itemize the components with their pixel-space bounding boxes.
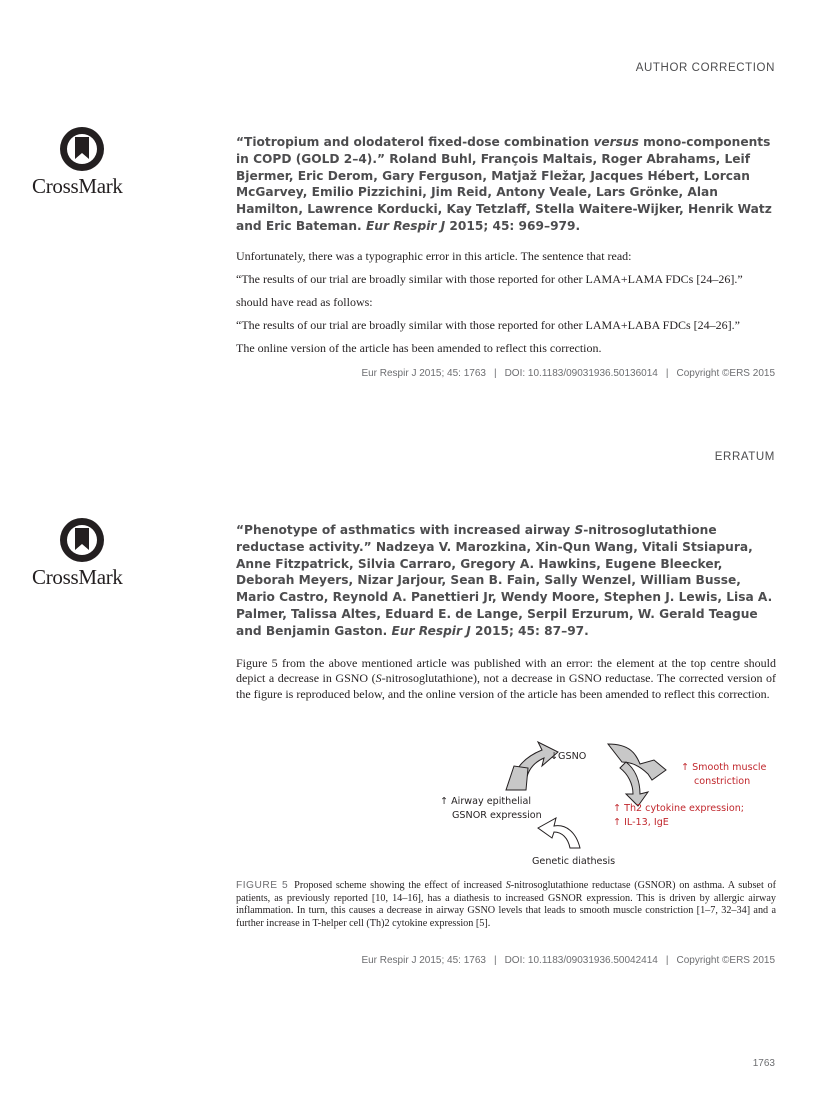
label-smooth-muscle-1: ↑ Smooth muscle [681, 762, 767, 773]
footer-doi[interactable]: DOI: 10.1183/09031936.50136014 [504, 368, 658, 379]
curved-arrow-left-body [506, 766, 528, 790]
correction-paragraph: “The results of our trial are broadly similar with those reported for other LAMA+LAMA FDCs [24–26].” [236, 272, 743, 286]
correction-paragraph: should have read as follows: [236, 295, 373, 309]
label-gsno: ↓GSNO [550, 751, 587, 762]
citation-author-correction[interactable] [236, 134, 776, 235]
crossmark-icon [59, 126, 105, 172]
erratum-paragraph-post: -nitrosoglutathione), not a decrease in GSNO reductase. The corrected version of the figure is reproduced below, and the online version of the article has been amended to reflect this correction. [236, 671, 776, 701]
citation-ref: 2015; 45: 969–979. [445, 218, 581, 233]
citation-title-em: S [574, 523, 584, 537]
caption-em: S [505, 880, 511, 891]
curved-arrow-bottom [538, 818, 580, 848]
page-number: 1763 [752, 1058, 775, 1069]
erratum-footer: Eur Respir J 2015; 45: 1763 | DOI: 10.1183/09031936.50042414 | Copyright ©ERS 2015 [361, 955, 775, 966]
caption-pre: Proposed scheme showing the effect of increased [294, 880, 506, 891]
citation-title-post: -nitrosoglutathione reductase activity.” Nadzeya V. Marozkina, Xin-Qun Wang, Vitali Stsiapura, Anne Fitzpatrick, Silvia Carraro, Gregory A. Hawkins, Eugene Bleecker, Deborah Meyers, Nizar Jarjour, Sean B. Fain, Sally Wenzel, William Busse, Mario Castro, Reynold A. Panettieri Jr, Wendy Moore, Stephen J. Lewis, Lisa A. Palmer, Talissa Altes, Eduard E. de Lange, Serpil Erzurum, W. Gerald Teague and Benjamin Gaston. [236, 523, 773, 638]
citation-title-post: mono-components in COPD (GOLD 2–4).” Roland Buhl, François Maltais, Roger Abrahams, Leif Bjermer, Eric Derom, Gary Ferguson, Matjaž Fležar, Jacques Hébert, Lorcan McGarvey, Emilio Pizzichini, Jim Reid, Antony Veale, Lars Grönke, Alan Hamilton, Lawrence Korducki, Kay Tetzlaff, Stella Waitere-Wijker, Henrik Watz and Eric Bateman. [236, 135, 772, 233]
citation-journal: Eur Respir J [365, 218, 446, 233]
footer-doi[interactable]: DOI: 10.1183/09031936.50042414 [504, 955, 658, 966]
crossmark-logo[interactable] [32, 517, 132, 590]
label-th2-1: ↑ Th2 cytokine expression; [613, 803, 745, 814]
citation-ref: 2015; 45: 87–97. [470, 623, 589, 638]
citation-title-pre: “Tiotropium and olodaterol fixed-dose combination [236, 135, 594, 149]
caption-label: FIGURE 5 [236, 880, 289, 891]
footer-copyright: Copyright ©ERS 2015 [676, 955, 775, 966]
crossmark-text: CrossMark [32, 565, 123, 589]
crossmark-logo[interactable] [32, 126, 132, 199]
crossmark-text: CrossMark [32, 174, 123, 198]
footer-journal: Eur Respir J 2015; 45: 1763 [361, 955, 486, 966]
crossmark-icon [59, 517, 105, 563]
footer-copyright: Copyright ©ERS 2015 [676, 368, 775, 379]
correction-footer: Eur Respir J 2015; 45: 1763 | DOI: 10.1183/09031936.50136014 | Copyright ©ERS 2015 [361, 368, 775, 379]
citation-erratum[interactable] [236, 522, 776, 640]
label-airway-1: ↑ Airway epithelial [440, 796, 531, 807]
label-airway-2: GSNOR expression [452, 810, 542, 821]
erratum-paragraph-pre: Figure 5 from the above mentioned article was published with an error: the element at the top centre should depict a decrease in GSNO ( [236, 656, 776, 686]
label-genetic: Genetic diathesis [532, 856, 616, 867]
correction-body [236, 249, 776, 364]
citation-title-pre: “Phenotype of asthmatics with increased airway [236, 523, 575, 537]
section-label-author-correction: AUTHOR CORRECTION [635, 62, 775, 74]
correction-paragraph: “The results of our trial are broadly similar with those reported for other LAMA+LABA FDCs [24–26].” [236, 318, 740, 332]
erratum-paragraph-em: S [375, 671, 382, 686]
citation-journal: Eur Respir J [391, 623, 471, 638]
footer-journal: Eur Respir J 2015; 45: 1763 [361, 368, 486, 379]
citation-title-em: versus [593, 135, 639, 149]
figure-5 [430, 740, 790, 870]
correction-paragraph: Unfortunately, there was a typographic error in this article. The sentence that read: [236, 249, 632, 263]
figure-caption [236, 880, 776, 930]
erratum-body [236, 656, 776, 702]
section-label-erratum: ERRATUM [714, 451, 775, 463]
label-th2-2: ↑ IL-13, IgE [613, 817, 669, 828]
caption-post: -nitrosoglutathione reductase (GSNOR) on asthma. A subset of patients, as previously reported [10, 14–16], has a diathesis to increased GSNOR expression. This is driven by allergic airway inflammation. In turn, this causes a decrease in airway GSNO levels that leads to smooth muscle constriction [1–7, 32–34] and a further increase in T-helper cell (Th)2 cytokine expression [5]. [236, 880, 776, 929]
correction-paragraph: The online version of the article has been amended to reflect this correction. [236, 341, 602, 355]
label-smooth-muscle-2: constriction [694, 776, 751, 787]
curved-arrow-right [608, 744, 666, 780]
erratum-paragraph [236, 656, 776, 702]
